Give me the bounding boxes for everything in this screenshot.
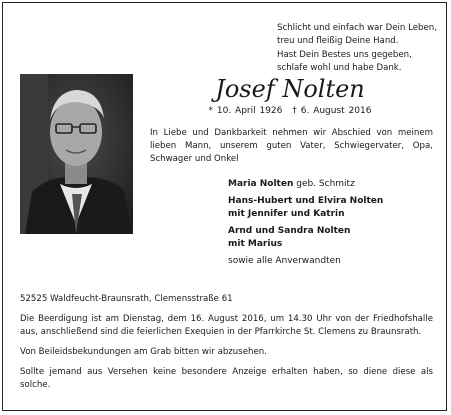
death-date: † 6. August 2016 — [292, 106, 372, 116]
portrait-image — [20, 74, 133, 234]
condolence-note: Von Beileidsbekundungen am Grab bitten wir abzusehen. — [20, 347, 267, 357]
mourner-name: Hans-Hubert und Elvira Nolten — [228, 195, 384, 206]
mourner-name: mit Marius — [228, 239, 283, 249]
mourner-name: Maria Nolten — [228, 179, 294, 189]
address: 52525 Waldfeucht-Braunsrath, Clemensstraße 61 — [20, 294, 233, 304]
relatives-line: sowie alle Anverwandten — [228, 255, 341, 266]
mourners-list — [228, 178, 443, 268]
birth-date: * 10. April 1926 — [208, 106, 283, 116]
mourner-name: mit Jennifer und Katrin — [228, 209, 345, 219]
mourner-name: Arnd und Sandra Nolten — [228, 225, 351, 236]
mourner-group — [228, 225, 443, 252]
farewell-text: In Liebe und Dankbarkeit nehmen wir Abschied von meinem lieben Mann, unserem guten Vater, Schwiegervater, Opa, Schwager und Onkel — [150, 128, 433, 165]
portrait-photo — [20, 74, 133, 234]
poem-line: schlafe wohl und habe Dank. — [277, 63, 402, 74]
details-section — [20, 293, 433, 399]
mourner-group — [228, 195, 443, 222]
mourner-suffix: geb. Schmitz — [293, 179, 355, 189]
poem-line: Schlicht und einfach war Dein Leben, — [277, 23, 437, 33]
poem — [277, 22, 447, 76]
poem-line: treu und fleißig Deine Hand. — [277, 36, 399, 47]
funeral-info: Die Beerdigung ist am Dienstag, dem 16. August 2016, um 14.30 Uhr von der Friedhofshalle aus, anschließend sind die feierlichen Exequien in der Pfarrkirche St. Clemens zu Braunsrath. — [20, 314, 433, 337]
deceased-name: Josef Nolten — [215, 75, 365, 103]
mourner-group — [228, 178, 443, 192]
notice-note: Sollte jemand aus Versehen keine besondere Anzeige erhalten haben, so diene diese als solche. — [20, 367, 433, 390]
poem-line: Hast Dein Bestes uns gegeben, — [277, 49, 412, 60]
life-dates — [150, 105, 430, 118]
